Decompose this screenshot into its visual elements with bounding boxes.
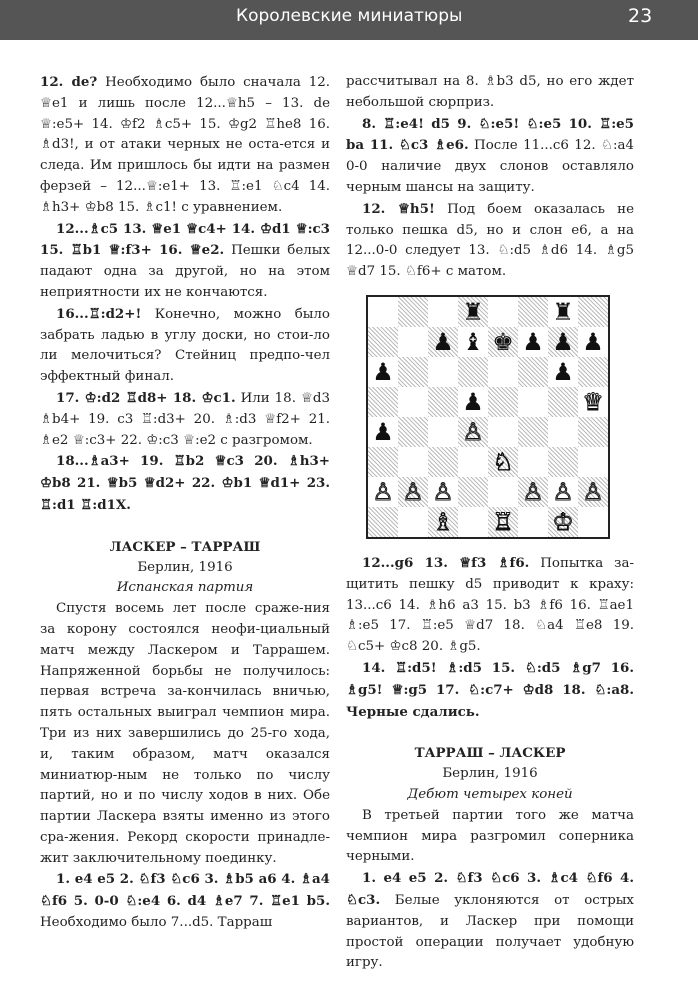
board-square [488,477,518,507]
paragraph [40,451,330,516]
board-square [428,447,458,477]
board-square [398,507,428,537]
board-square [368,447,398,477]
chess-piece-g7: ♟ [552,327,574,356]
comment-text: Попытка за-щитить пешку d5 приводит к краху: 13...c6 14. ♗h6 a3 15. b3 ♗f6 16. ♖ae1 ♗:e5 17. ♖:e5 ♕d7 18. ♘a4 ♖e8 19. ♘c5+ ♔c8 20. ♗g5. [346,555,634,655]
board-square [488,297,518,327]
chess-piece-a6: ♟ [372,357,394,386]
board-square [398,327,428,357]
right-column [346,72,634,974]
board-square [518,387,548,417]
chess-piece-h5: ♛ [582,387,604,416]
comment-text: рассчитывал на 8. ♗b3 d5, но его ждет небольшой сюрприз. [346,74,634,110]
board-square [428,357,458,387]
board-square [368,507,398,537]
book-title: Королевские миниатюры [236,6,463,26]
chess-piece-d8: ♜ [462,297,484,326]
chess-piece-g6: ♟ [552,357,574,386]
move-text: 8. ♖:e4! d5 9. ♘:e5! ♘:e5 10. ♖:e5 ba 11. ♘c3 ♗e6. [346,115,634,154]
comment-text: В третьей партии того же матча чемпион мира разгромил соперника черными. [346,807,634,865]
board-square [548,447,578,477]
board-square [578,447,608,477]
board-square [458,507,488,537]
board-square [518,417,548,447]
board-square [518,297,548,327]
board-square [488,417,518,447]
comment-text: Пешки белых падают одна за другой, но на этом неприятности их не кончаются. [40,243,330,300]
chess-piece-e7: ♚ [492,327,514,356]
board-square [428,387,458,417]
paragraph [346,658,634,723]
move-text: 12...♗c5 13. ♕e1 ♕c4+ 14. ♔d1 ♕:c3 15. ♖b1 ♕:f3+ 16. ♕e2. [40,220,330,259]
comment-text: После 11...c6 12. ♘:a4 0-0 наличие двух слонов оставляло черным шансы на защиту. [346,138,634,195]
move-text: 18...♗a3+ 19. ♖b2 ♕c3 20. ♗h3+ ♔b8 21. ♕b5 ♕d2+ 22. ♔b1 ♕d1+ 23. ♖:d1 ♖:d1X. [40,453,330,513]
comment-text: Необходимо было сначала 12. ♕e1 и лишь после 12...♕h5 – 13. de ♕:e5+ 14. ♔f2 ♗c5+ 15. ♔g2 ♖he8 16. ♗d3!, и от атаки черных не оста-ется и следа. Им пришлось бы идти на размен ферзей – 12...♕:e1+ 13. ♖:e1 ♘c4 14. ♗h3+ ♔b8 15. ♗c1! с уравнением. [40,75,330,215]
comment-text: Под боем оказалась не только пешка d5, но и слон e6, а на 12...0-0 следует 13. ♘:d5 ♗d6 14. ♗g5 ♕d7 15. ♘f6+ с матом. [346,201,634,280]
board-square [518,357,548,387]
paragraph [346,72,634,114]
move-text: 12. ♕h5! [362,200,435,217]
chess-piece-c7: ♟ [432,327,454,356]
board-square [578,507,608,537]
chess-piece-h2: ♙ [582,477,604,506]
paragraph [40,388,330,451]
game-place: Берлин, 1916 [442,766,538,782]
chess-piece-e1: ♖ [492,507,514,536]
board-square [368,387,398,417]
board-square [458,357,488,387]
chess-piece-a2: ♙ [372,477,394,506]
comment-text: Спустя восемь лет после сраже-ния за корону состоялся неофи-циальный матч между Ласкером и Таррашем. Напряженной борьбы не получилось: первая встреча за-кончилась вничью, пять остальных выиграл чемпион мира. Три из них завершились до 25-го хода, и, таким образом, матч оказался миниатюр-ным не только по числу партий, но и по числу ходов в них. Обе партии Ласкера взяты именно из этого сра-жения. Рекорд скорости принадле-жит заключительному поединку. [40,601,330,866]
chess-piece-c2: ♙ [432,477,454,506]
paragraph [40,72,330,219]
chess-piece-a4: ♟ [372,417,394,446]
chess-piece-g8: ♜ [552,297,574,326]
move-text: 14. ♖:d5! ♗:d5 15. ♘:d5 ♗g7 16. ♗g5! ♕:g5 17. ♘:c7+ ♔d8 18. ♘:a8. Черные сдались. [346,659,634,720]
chess-piece-d7: ♝ [462,327,484,356]
move-text: 12. de? [40,74,98,90]
board-square [458,447,488,477]
board-square [428,297,458,327]
paragraph [40,304,330,388]
board-square [578,357,608,387]
game-opening: Дебют четырех коней [407,786,573,802]
chess-piece-d4: ♙ [462,417,484,446]
board-square [398,447,428,477]
board-square [518,447,548,477]
comment-text: Или 18. ♕d3 ♗b4+ 19. c3 ♖:d3+ 20. ♗:d3 ♕f2+ 21. ♗e2 ♕:c3+ 22. ♔:c3 ♕:e2 с разгромом. [40,390,330,448]
paragraph [346,553,634,658]
board-square [488,357,518,387]
board-square [398,417,428,447]
board-square [518,507,548,537]
paragraph [346,806,634,868]
board-square [488,387,518,417]
game-place: Берлин, 1916 [137,559,233,575]
board-square [428,417,458,447]
move-text: 1. e4 e5 2. ♘f3 ♘c6 3. ♗c4 ♘f6 4. ♘c3. [346,870,634,908]
chess-piece-g1: ♔ [552,507,574,536]
chess-piece-d5: ♟ [462,387,484,416]
board-square [398,357,428,387]
comment-text: Белые уклоняются от острых вариантов, и Ласкер при помощи простой операции получает удобную игру. [346,892,634,971]
paragraph [40,599,330,869]
chess-piece-g2: ♙ [552,477,574,506]
board-square [548,387,578,417]
move-text: 16...♖:d2+! [56,305,142,322]
game-title: ТАРРАШ – ЛАСКЕР [414,745,566,762]
board-square [548,417,578,447]
comment-text: Конечно, можно было забрать ладью в углу доски, но стои-ло ли мелочиться? Стейниц предпо-чел эффектный финал. [40,306,330,385]
paragraph [346,199,634,283]
board-square [578,297,608,327]
paragraph [40,869,330,933]
chess-piece-c1: ♗ [432,507,454,536]
board-square [578,417,608,447]
chess-diagram [366,295,610,539]
chess-piece-e3: ♘ [492,447,514,476]
paragraph [346,114,634,199]
page-number: 23 [628,5,653,27]
comment-text: Необходимо было 7...d5. Тарраш [40,915,273,931]
move-text: 12...g6 13. ♕f3 ♗f6. [362,554,530,571]
paragraph [40,219,330,304]
chess-piece-f2: ♙ [522,477,544,506]
paragraph [346,868,634,974]
chess-piece-f7: ♟ [522,327,544,356]
game-opening: Испанская партия [116,580,254,596]
move-text: 17. ♔:d2 ♖d8+ 18. ♔c1. [56,389,236,406]
board-square [458,477,488,507]
board-square [368,327,398,357]
chess-piece-b2: ♙ [402,477,424,506]
board-square [398,297,428,327]
running-header [0,0,698,40]
board-square [368,297,398,327]
left-column [40,72,330,934]
game-title: ЛАСКЕР – ТАРРАШ [109,538,261,555]
board-square [398,387,428,417]
chess-piece-h7: ♟ [582,327,604,356]
move-text: 1. e4 e5 2. ♘f3 ♘c6 3. ♗b5 a6 4. ♗a4 ♘f6 5. 0-0 ♘:e4 6. d4 ♗e7 7. ♖e1 b5. [40,871,330,910]
